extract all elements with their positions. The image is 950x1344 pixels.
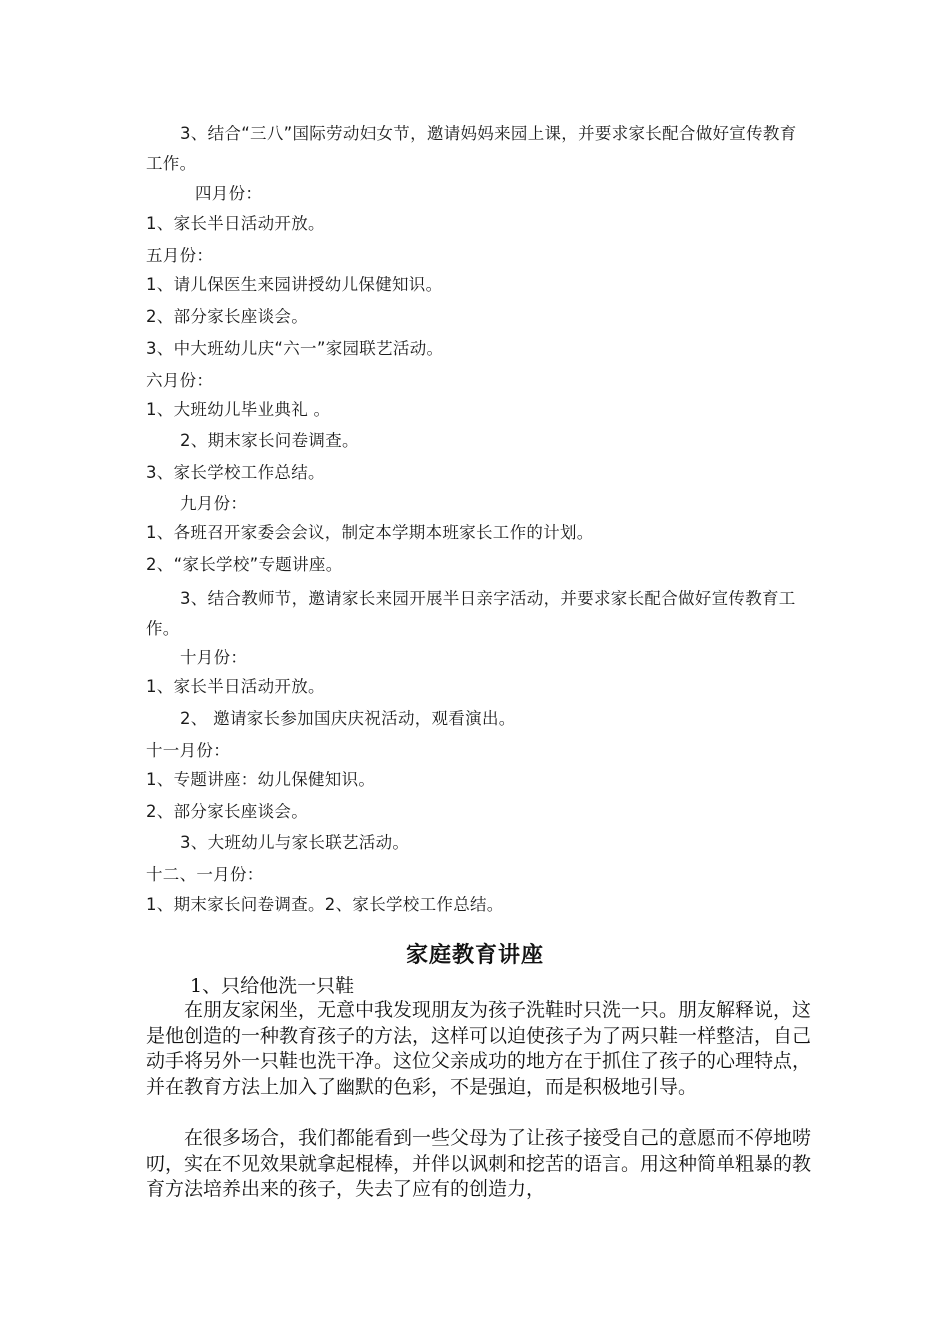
nov-item-3: 3、大班幼儿与家长联艺活动。 — [180, 833, 410, 852]
june-item-1: 1、大班幼儿毕业典礼 。 — [146, 400, 331, 419]
may-title: 五月份： — [146, 246, 214, 265]
oct-item-1: 1、家长半日活动开放。 — [146, 677, 325, 696]
oct-item-2: 2、 邀请家长参加国庆庆祝活动，观看演出。 — [180, 709, 516, 728]
may-item-3: 3、中大班幼儿庆“六一”家园联艺活动。 — [146, 339, 444, 358]
lecture-paragraph-1: 在朋友家闲坐，无意中我发现朋友为孩子洗鞋时只洗一只。朋友解释说，这是他创造的一种教育孩子的方法，这样可以迫使孩子为了两只鞋一样整洁，自己动手将另外一只鞋也洗干净。这位父亲成功的地方在于抓住了孩子的心理特点，并在教育方法上加入了幽默的色彩，不是强迫，而是积极地引导。 — [146, 999, 812, 1098]
may-item-1: 1、请儿保医生来园讲授幼儿保健知识。 — [146, 275, 443, 294]
lecture-paragraph-2: 在很多场合，我们都能看到一些父母为了让孩子接受自己的意愿而不停地唠叨，实在不见效果就拿起棍棒，并伴以讽刺和挖苦的语言。用这种简单粗暴的教育方法培养出来的孩子，失去了应有的创造力， — [146, 1127, 812, 1200]
april-title: 四月份： — [195, 184, 263, 203]
june-title: 六月份： — [146, 371, 214, 390]
sept-item-2: 2、“家长学校”专题讲座。 — [146, 555, 343, 574]
oct-title: 十月份： — [180, 648, 248, 667]
decjan-items: 1、期末家长问卷调查。2、家长学校工作总结。 — [146, 895, 504, 914]
lecture-heading: 家庭教育讲座 — [405, 943, 544, 968]
decjan-title: 十二、一月份： — [146, 865, 264, 884]
may-item-2: 2、部分家长座谈会。 — [146, 307, 308, 326]
lecture-subtitle: 1、只给他洗一只鞋 — [190, 975, 355, 997]
nov-item-2: 2、部分家长座谈会。 — [146, 802, 308, 821]
march-item-3: 3、结合“三八”国际劳动妇女节，邀请妈妈来园上课，并要求家长配合做好宣传教育工作。 — [146, 124, 797, 173]
june-item-2: 2、期末家长问卷调查。 — [180, 431, 359, 450]
sept-item-1: 1、各班召开家委会会议，制定本学期本班家长工作的计划。 — [146, 523, 594, 542]
april-item-1: 1、家长半日活动开放。 — [146, 214, 325, 233]
nov-title: 十一月份： — [146, 741, 230, 760]
sept-item-3: 3、结合教师节，邀请家长来园开展半日亲字活动，并要求家长配合做好宣传教育工作。 — [146, 589, 796, 638]
nov-item-1: 1、专题讲座：幼儿保健知识。 — [146, 770, 376, 789]
june-item-3: 3、家长学校工作总结。 — [146, 463, 325, 482]
sept-title: 九月份： — [180, 494, 248, 513]
